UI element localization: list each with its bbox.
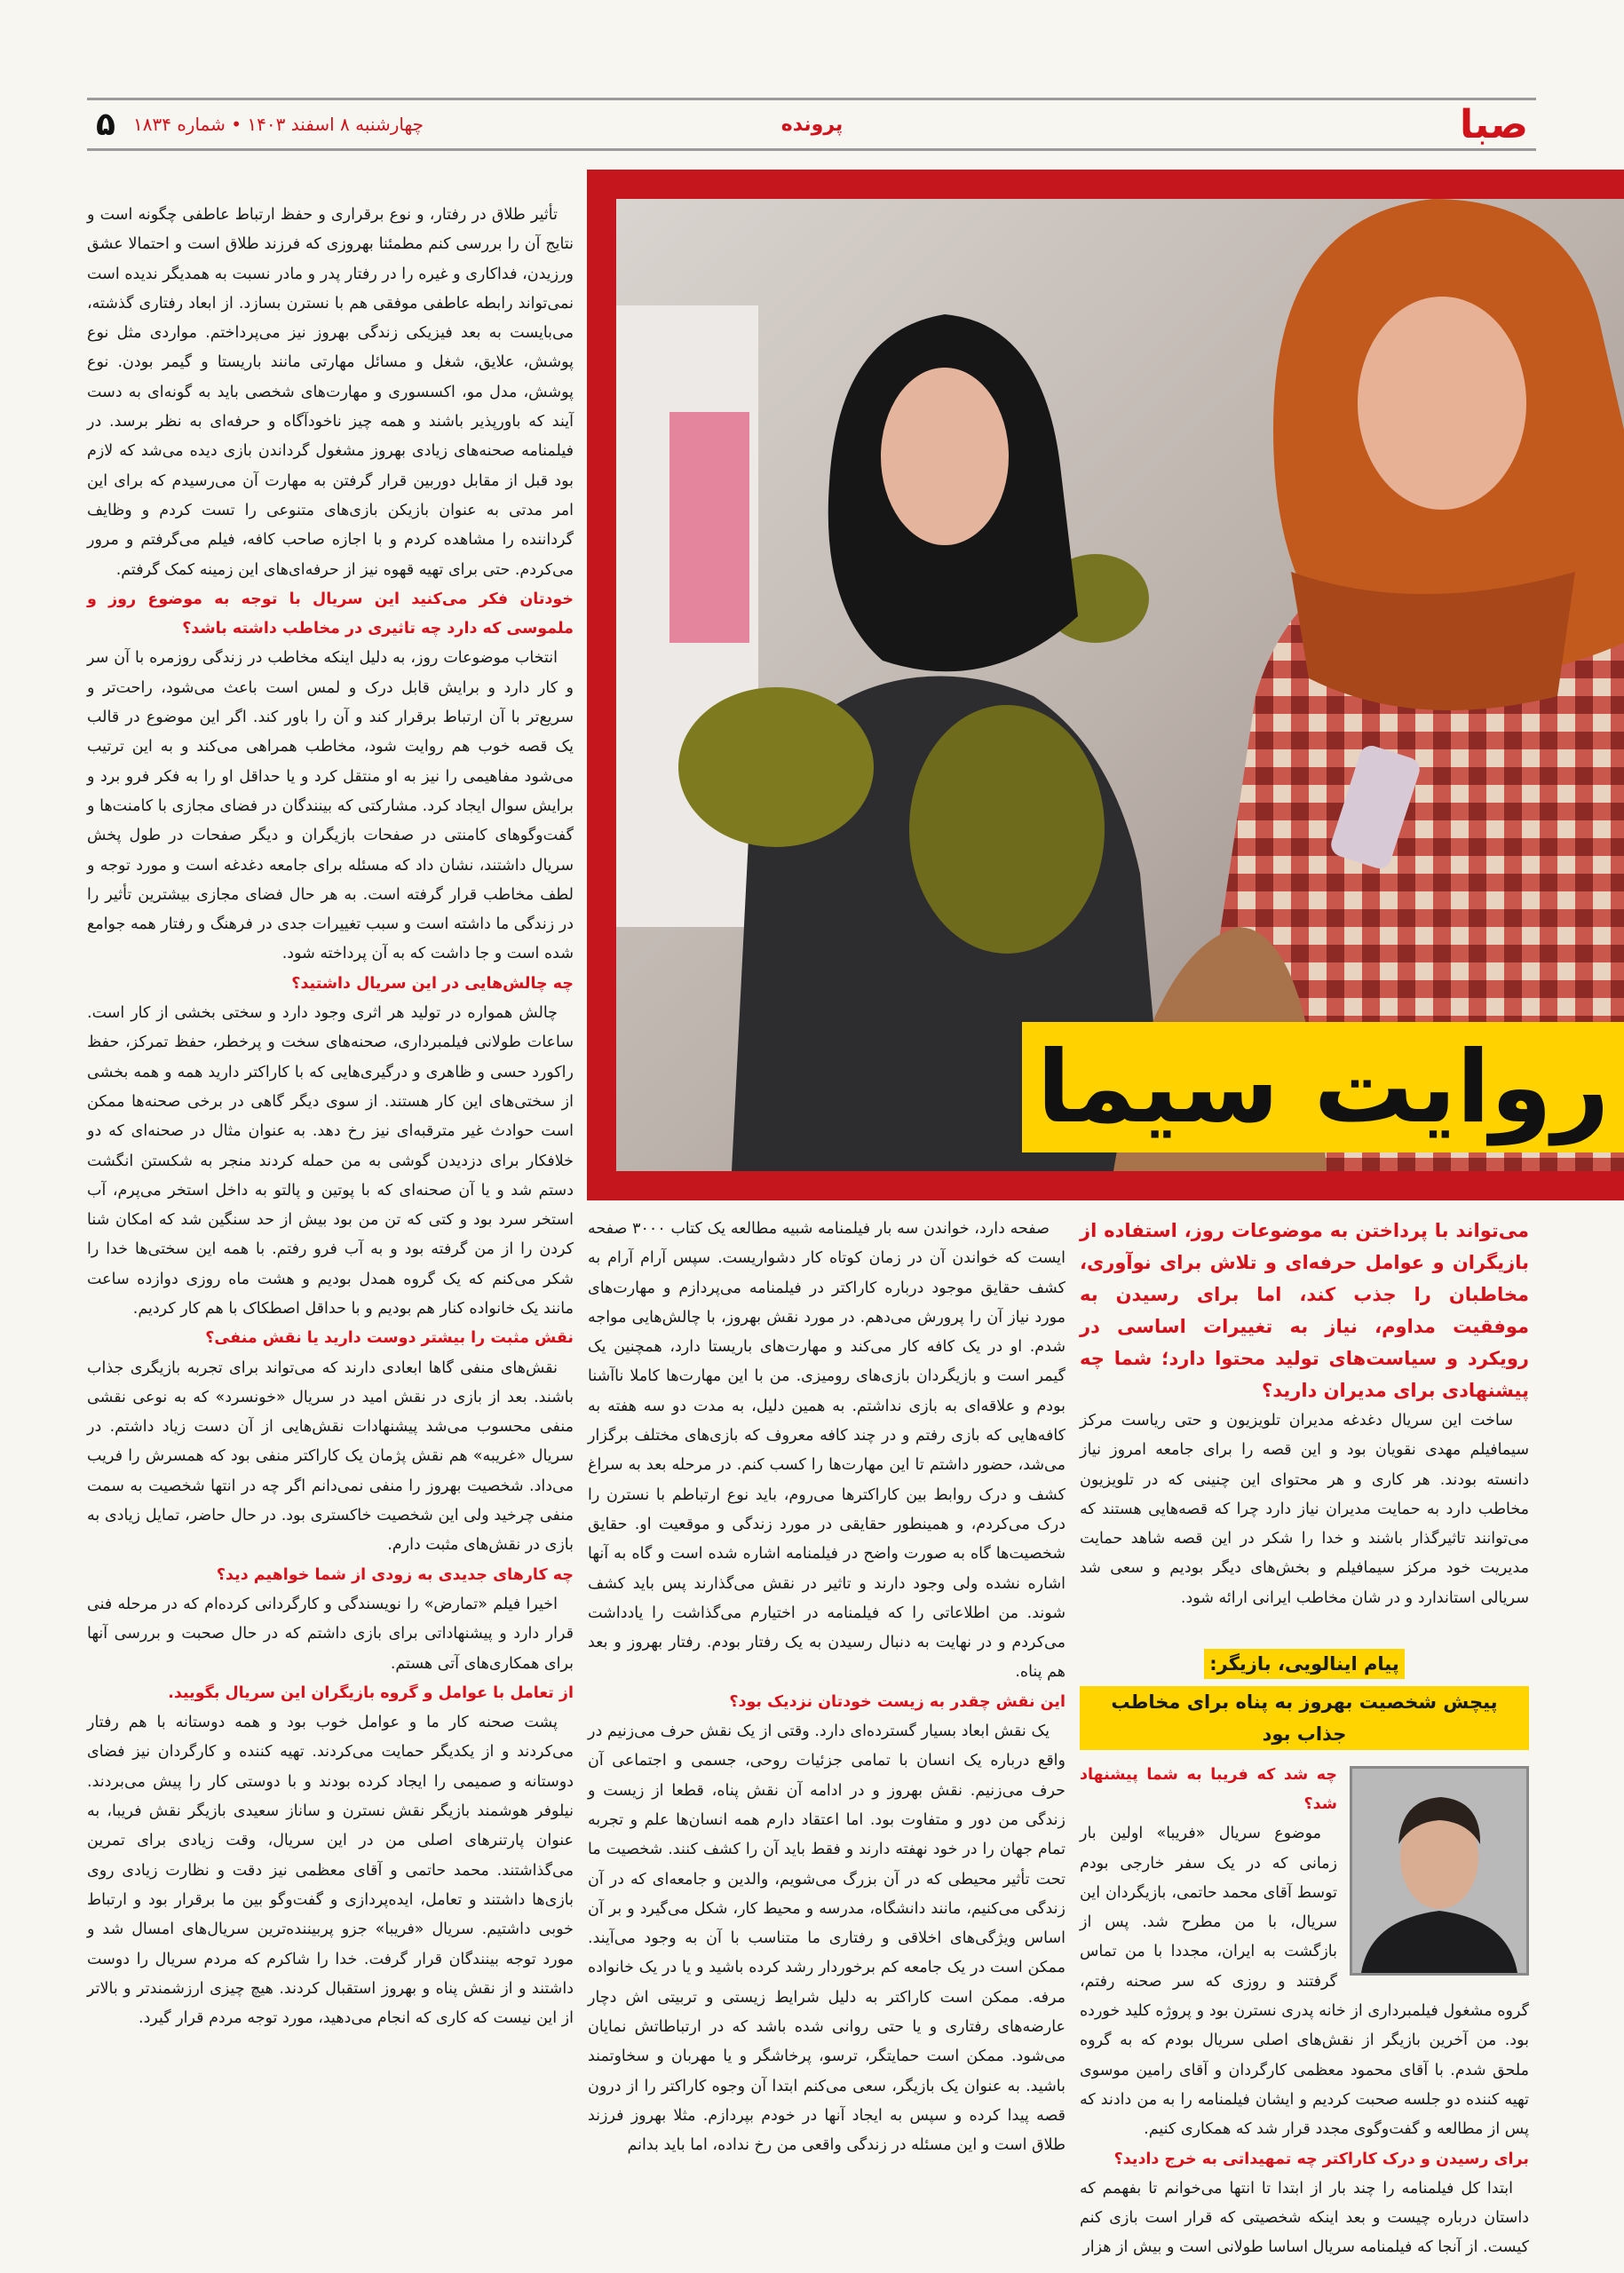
interview-question: برای رسیدن و درک کاراکتر چه تمهیداتی به خرج دادید؟ — [1113, 2150, 1529, 2168]
feature-title-banner — [1022, 1022, 1624, 1152]
article-paragraph: انتخاب موضوعات روز، به دلیل اینکه مخاطب در زندگی روزمره با آن سر و کار دارد و برایش قابل درک و لمس است باعث می‌شود، راحت‌تر و سریع‌تر با آن ارتباط برقرار کند و آن را باور کند. اگر این موضوع در قالب یک قصه خوب هم روایت شود، مخاطب همراهی می‌کند و به این ترتیب می‌شود مفاهیمی را نیز به او منتقل کرد و یا حداقل او را به فکر فرو برد و برایش سوال ایجاد کرد. مشارکتی که بینندگان در فضای مجازی با کامنت‌ها و گفت‌وگوهای کامنتی در صفحات بازیگران و دیگر صفحات در طول پخش سریال داشتند، نشان داد که مسئله برای جامعه دغدغه است و مورد توجه و لطف مخاطب قرار گرفته است. به هر حال فضای مجازی بیشترین تأثیر را در زندگی ما داشته است و سبب تغییرات جدی در فرهنگ و رفتار همه جوامع شده است و جا داشت که به آن پرداخته شود. — [87, 649, 574, 963]
article-column-left — [87, 201, 574, 2033]
interview-question: چه چالش‌هایی در این سریال داشتید؟ — [291, 974, 574, 993]
newspaper-logo[interactable]: صبا — [1460, 101, 1528, 147]
article-paragraph: موضوع سریال «فریبا» اولین بار زمانی که در یک سفر خارجی بودم توسط آقای محمد حاتمی، بازیگردان این سریال، با من مطرح شد. پس از بازگشت به ایران، مجددا با من تماس گرفتند و روزی که سر صحنه رفتم، گروه مشغول فیلمبرداری از خانه پدری نسترن بود و پروژه کلید خورده بود. من آخرین بازیگر از نقش‌های اصلی سریال بودم که به گروه ملحق شدم. با آقای محمود معظمی کارگردان و آقای رامین موسوی تهیه کننده دو جلسه صحبت کردیم و ایشان فیلمنامه را به من دادند که پس از مطالعه و گفت‌وگوی مجدد قرار شد که همکاری کنیم. — [1080, 1825, 1529, 2139]
actor-portrait — [1350, 1766, 1529, 1976]
interview-question: نقش مثبت را بیشتر دوست دارید یا نقش منفی؟ — [205, 1329, 574, 1348]
lead-question: می‌تواند با پرداختن به موضوعات روز، استفاده از بازیگران و عوامل حرفه‌ای و تلاش برای نوآوری، مخاطبان را جذب کند، اما برای رسیدن به موفقیت مداوم، نیاز به تغییرات اساسی در رویکرد و سیاست‌های تولید محتوا دارد؛ شما چه پیشنهادی برای مدیران دارید؟ — [1080, 1220, 1529, 1401]
article-paragraph: پشت صحنه کار ما و عوامل خوب بود و همه دوستانه با هم رفتار می‌کردند و از یکدیگر حمایت می‌کردند. تهیه کننده و کارگردان نیز فضای دوستانه و صمیمی را ایجاد کرده بودند و با دوستی کار را پیش می‌بردند. نیلوفر هوشمند بازیگر نقش نسترن و ساناز سعیدی بازیگر نقش فریبا، به عنوان پارتنرهای اصلی من در این سریال، وقت زیادی برای تمرین می‌گذاشتند. محمد حاتمی و آقای معظمی نیز دقت و نظارت زیادی روی بازی‌ها داشتند و تعامل، ایده‌پردازی و گفت‌وگو بین ما برقرار بود و ارتباط خوبی داشتیم. سریال «فریبا» جزو پربیننده‌ترین سریال‌های امسال شد و مورد توجه بینندگان قرار گرفت. خدا را شاکرم که مردم سریال را دوست داشتند و از نقش پناه و بهروز استقبال کردند. هیچ چیزی ارزشمندتر و بالاتر از این نیست که کاری که انجام می‌دهید، مورد توجه مردم قرار گیرد. — [87, 1714, 574, 2028]
interview-question: چه کارهای جدیدی به زودی از شما خواهیم دید؟ — [216, 1565, 574, 1584]
lead-answer: ساخت این سریال دغدغه مدیران تلویزیون و حتی ریاست مرکز سیمافیلم مهدی نقویان بود و این قصه را برای جامعه امروز نیاز دانسته بودند. هر کاری و هر محتوای این چنینی که در تلویزیون مخاطب دارد به حمایت مدیران نیاز دارد چرا که قصه‌هایی هستند که می‌توانند تاثیرگذار باشند و خدا را شکر در این قصه شاهد حمایت مدیریت خود مرکز سیمافیلم و بخش‌های دیگر بودیم و سعی شد سریالی استاندارد و در شان مخاطب ایرانی ارائه شود. — [1080, 1412, 1529, 1607]
article-paragraph: یک نقش ابعاد بسیار گسترده‌ای دارد. وقتی از یک نقش حرف می‌زنیم در واقع درباره یک انسان با تمامی جزئیات روحی، جسمی و اجتماعی آن حرف می‌زنیم. نقش بهروز و در ادامه آن نقش پناه، قطعا از زیست و زندگی من دور و متفاوت بود. اما اعتقاد دارم همه انسان‌ها علم و تجربه تمام جهان را در خود نهفته دارند و فقط باید آن را کشف کنند. شخصیت ما تحت تأثیر محیطی که در آن بزرگ می‌شویم، والدین و جامعه‌ای که در آن زندگی می‌کنیم، مانند دانشگاه، مدرسه و محیط کار، شکل می‌گیرد و بر آن اساس ویژگی‌های اخلاقی و رفتاری ما متناسب با آن به وجود می‌آیند. ممکن است در یک جامعه کم برخوردار رشد کرده باشید و یا در یک خانواده مرفه. ممکن است کاراکتر به دلیل شرایط زیستی و تربیتی اش دچار عارضه‌های رفتاری و یا حتی روانی شده باشد که در ارتباطاتش نمایان می‌شود. ممکن است حمایتگر، ترسو، پرخاشگر و یا مهربان و سخاوتمند باشید. به عنوان یک بازیگر، سعی می‌کنم ابتدا آن وجوه کاراکتر را از درون قصه پیدا کرده و سپس به ایجاد آنها در خودم بپردازم. مثلا بهروز فرزند طلاق است و این مسئله در زندگی واقعی من رخ نداده، اما باید بدانم — [588, 1723, 1066, 2155]
article-column-right — [1080, 1215, 1529, 2263]
article-paragraph: ابتدا کل فیلمنامه را چند بار از ابتدا تا انتها می‌خوانم تا بفهمم که داستان درباره چیست و بعد اینکه شخصیتی که قرار است بازی کنم کیست. از آنجا که فیلمنامه سریال اساسا طولانی است و بیش از هزار — [1080, 2179, 1529, 2257]
interview-question: این نقش چقدر به زیست خودتان نزدیک بود؟ — [729, 1692, 1066, 1711]
headline-label: پیام اینالویی، بازیگر: — [1204, 1649, 1404, 1679]
article-paragraph: صفحه دارد، خواندن سه بار فیلمنامه شبیه مطالعه یک کتاب ۳۰۰۰ صفحه ایست که خواندن آن در زمان کوتاه کار دشواریست. سپس آرام آرام به کشف حقایق موجود درباره کاراکتر در فیلمنامه می‌پردازم و مهارت‌های مورد نیاز آن را پرورش می‌دهم. در مورد نقش بهروز، با چالش‌هایی مواجه شدم. او در یک کافه کار می‌کند و مهارت‌های باریستا دارد، همچنین یک گیمر است و بازیگردان بازی‌های رومیزی. من با این مهارت‌ها کاملا ناآشنا بودم و علاقه‌ای به بازی نداشتم. به همین دلیل، به مدت دو سه هفته به کافه‌هایی که بازی رفتم و در چند کافه معروف که بازی‌های مختلف برگزار می‌شد، حضور داشتم تا این مهارت‌ها را کسب کنم. در مرحله بعد به سراغ کشف و درک روابط بین کاراکترها می‌روم، باید نوع ارتباطم با نسترن را درک می‌کردم، و همینطور حقایقی در مورد زندگی و موقعیت او. حقایق شخصیت‌ها گاه به صورت واضح در فیلمنامه اشاره شده است و گاه به آنها اشاره نشده ولی وجود دارند و تاثیر در نقش می‌گذارند پس باید کشف شوند. من اطلاعاتی را که فیلمنامه در اختیارم می‌گذاشت را یادداشت می‌کردم و در نهایت به دنبال رسیدن به یک رفتار بودم. رفتار بهروز و بعد هم پناه. — [588, 1220, 1066, 1682]
header-top-rule — [87, 98, 1536, 100]
interview-headline — [1080, 1649, 1529, 1752]
article-paragraph: تأثیر طلاق در رفتار، و نوع برقراری و حفظ ارتباط عاطفی چگونه است و نتایج آن را بررسی کنم مطمئنا بهروزی که فرزند طلاق است و احتمالا عشق ورزیدن، فداکاری و غیره را در رفتار پدر و مادر نسبت به همدیگر ندیده است نمی‌تواند رابطه عاطفی موفقی هم با نسترن بسازد. از ابعاد رفتاری گذشته، می‌بایست به بعد فیزیکی زندگی بهروز نیز می‌پرداختم. مواردی مثل نوع پوشش، علایق، شغل و مسائل مهارتی مانند باریستا و گیمر بودن. نوع پوشش، مدل مو، اکسسوری و مهارت‌های شخصی باید به گونه‌ای به دست آیند که باورپذیر باشند و همه چیز ناخودآگاه و حرفه‌ای به نظر برسد. در فیلمنامه صحنه‌های زیادی بهروز مشغول گرداندن بازی دیده می‌شد که لازم بود قبل از مقابل دوربین قرار گرفتن به مهارت آن می‌رسیدم که برای این امر مدتی به عنوان بازیکن بازی‌های متنوعی را تست کردم و وظایف گرداننده را مشاهده کردم و با اجازه صاحب کافه، فیلم می‌گرفتم و مرور می‌کردم. حتی برای تهیه قهوه نیز از حرفه‌ای‌های این زمینه کمک گرفتم. — [87, 206, 574, 579]
interview-question: چه شد که فریبا به شما پیشنهاد شد؟ — [1080, 1765, 1337, 1813]
actor-portrait-illustration — [1352, 1769, 1526, 1973]
page-number: ۵ — [96, 106, 115, 143]
feature-title: روایت سیما — [1036, 1029, 1610, 1145]
interview-question: خودتان فکر می‌کنید این سریال با توجه به موضوع روز و ملموسی که دارد چه تاثیری در مخاطب داشته باشد؟ — [87, 590, 574, 638]
dateline: چهارشنبه ۸ اسفند ۱۴۰۳ • شماره ۱۸۳۴ — [133, 114, 424, 135]
article-paragraph: اخیرا فیلم «تمارض» را نویسندگی و کارگردانی کرده‌ام که در مرحله فنی قرار دارد و پیشنهاداتی برای بازی داشتم که در حال صحبت و بررسی آنها برای همکاری‌های آتی هستم. — [87, 1595, 574, 1673]
article-paragraph: چالش همواره در تولید هر اثری وجود دارد و سختی بخشی از کار است. ساعات طولانی فیلمبرداری، صحنه‌های سخت و پرخطر، حفظ تمرکز، حفظ راکورد حسی و ظاهری و درگیری‌هایی که با کاراکتر دارید همه و همه بخشی از سختی‌های این کار هستند. از سوی دیگر گاهی در برخی صحنه‌ها ممکن است حوادث غیر مترقبه‌ای نیز رخ دهد. به عنوان مثال در صحنه‌ای که دو خلافکار برای دزدیدن گوشی به من حمله کردند منجر به شکستن انگشت دستم شد و یا آن صحنه‌ای که با پوتین و پالتو به داخل استخر می‌پرم، آب استخر سرد بود و کتی که تن من بود بیش از حد سنگین شد که امکان شنا کردن را از من گرفته بود و به آب فرو رفتم. با همه این سختی‌ها خدا را شکر می‌کنم که یک گروه همدل بودیم و هشت ماه روزی دوازده ساعت مانند یک خانواده کنار هم بودیم و با حداقل اصطکاک با هم کار کردیم. — [87, 1004, 574, 1318]
article-paragraph: نقش‌های منفی گاها ابعادی دارند که می‌تواند برای تجربه بازیگری جذاب باشند. بعد از بازی در نقش امید در سریال «خونسرد» که به نوعی نقشی منفی محسوب می‌شد پیشنهادات نقش‌هایی از آن دست زیاد داشتم. در سریال «غریبه» هم نقش پژمان یک کاراکتر منفی بود که همسرش را فریب می‌داد. شخصیت بهروز را منفی نمی‌دانم اگر چه در انتها شخصیت به سمت منفی چرخید ولی این شخصیت خاکستری بود. در حال حاضر، تمایل زیادی به بازی در نقش‌های مثبت دارم. — [87, 1358, 574, 1555]
article-column-middle — [588, 1215, 1066, 2161]
headline-text: پیچش شخصیت بهروز به پناه برای مخاطب جذاب بود — [1080, 1686, 1529, 1750]
section-title: پرونده — [780, 113, 844, 136]
header-bottom-rule — [87, 148, 1536, 151]
interview-question: از تعامل با عوامل و گروه بازیگران این سریال بگویید. — [168, 1683, 574, 1702]
